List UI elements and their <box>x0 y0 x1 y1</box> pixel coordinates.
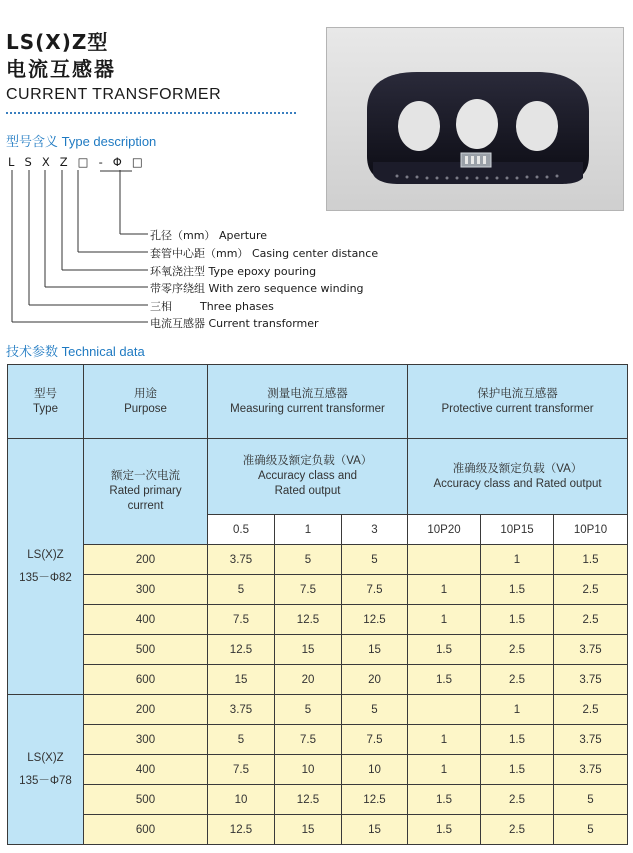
table-cell: 12.5 <box>275 605 342 635</box>
table-cell: 10 <box>275 755 342 785</box>
table-cell: 400 <box>84 755 208 785</box>
product-model: LS(X)Z型 <box>6 30 109 54</box>
table-cell: 20 <box>275 665 342 695</box>
table-cell: 300 <box>84 575 208 605</box>
table-row <box>8 545 628 575</box>
desc-item-three-phases: 三相 Three phases <box>150 300 274 313</box>
class-cell: 10P20 <box>408 515 481 545</box>
table-row <box>8 665 628 695</box>
product-name-cn: 电流互感器 <box>6 57 116 81</box>
table-cell: 500 <box>84 785 208 815</box>
table-cell: 500 <box>84 635 208 665</box>
table-cell: 5 <box>554 785 628 815</box>
table-cell: 2.5 <box>481 635 554 665</box>
table-cell: 300 <box>84 725 208 755</box>
model-cell: LS(X)Z 135－Φ82 <box>8 439 84 695</box>
table-row <box>8 575 628 605</box>
table-cell: 200 <box>84 695 208 725</box>
table-cell: 7.5 <box>342 575 408 605</box>
table-cell: 1.5 <box>481 575 554 605</box>
table-cell: 5 <box>208 575 275 605</box>
table-cell: 5 <box>275 545 342 575</box>
table-row <box>8 815 628 845</box>
table-row <box>8 635 628 665</box>
table-cell: 10 <box>208 785 275 815</box>
table-cell: 3.75 <box>208 545 275 575</box>
table-cell: 15 <box>275 815 342 845</box>
table-cell: 200 <box>84 545 208 575</box>
desc-item-zero-sequence: 带零序绕组 With zero sequence winding <box>150 282 364 295</box>
desc-item-casing-distance: 套管中心距（mm） Casing center distance <box>150 247 379 260</box>
class-cell: 0.5 <box>208 515 275 545</box>
class-cell: 10P10 <box>554 515 628 545</box>
table-cell: 1.5 <box>408 635 481 665</box>
table-row <box>8 755 628 785</box>
class-cell: 10P15 <box>481 515 554 545</box>
table-cell: 3.75 <box>554 665 628 695</box>
table-cell: 15 <box>342 635 408 665</box>
table-cell: 10 <box>342 755 408 785</box>
desc-item-current-transformer: 电流互感器 Current transformer <box>150 317 319 330</box>
table-cell: 15 <box>275 635 342 665</box>
accuracy-measuring-header: 准确级及额定负载（VA） Accuracy class and Rated output <box>208 439 408 515</box>
table-cell: 3.75 <box>554 725 628 755</box>
table-cell: 1.5 <box>481 755 554 785</box>
table-cell: 5 <box>554 815 628 845</box>
table-cell: 12.5 <box>275 785 342 815</box>
table-cell: 1.5 <box>481 725 554 755</box>
table-cell: 12.5 <box>342 605 408 635</box>
table-cell: 2.5 <box>554 575 628 605</box>
table-cell: 7.5 <box>275 575 342 605</box>
table-row <box>8 695 628 725</box>
table-cell: 5 <box>208 725 275 755</box>
table-cell: 2.5 <box>481 785 554 815</box>
model-code: L S X Z □ - Φ □ <box>8 155 146 169</box>
table-cell <box>408 545 481 575</box>
table-cell: 1 <box>408 755 481 785</box>
table-cell: 7.5 <box>275 725 342 755</box>
technical-data-title: 技术参数 Technical data <box>6 344 145 359</box>
table-cell: 5 <box>342 545 408 575</box>
table-cell: 1 <box>481 545 554 575</box>
table-cell: 2.5 <box>554 695 628 725</box>
table-cell: 1 <box>408 575 481 605</box>
model-cell: LS(X)Z 135－Φ78 <box>8 695 84 845</box>
table-subheader-row <box>8 439 628 515</box>
header-purpose: 用途 Purpose <box>84 365 208 439</box>
type-description-title: 型号含义 Type description <box>6 134 157 149</box>
table-cell: 12.5 <box>342 785 408 815</box>
table-cell: 1.5 <box>481 605 554 635</box>
table-header-row <box>8 365 628 439</box>
table-cell: 7.5 <box>208 755 275 785</box>
desc-item-aperture: 孔径（mm） Aperture <box>150 229 268 242</box>
class-cell: 1 <box>275 515 342 545</box>
table-cell: 600 <box>84 815 208 845</box>
table-cell: 600 <box>84 665 208 695</box>
table-cell: 20 <box>342 665 408 695</box>
table-cell: 15 <box>208 665 275 695</box>
table-cell: 2.5 <box>481 815 554 845</box>
product-name-en: CURRENT TRANSFORMER <box>6 86 222 103</box>
table-row <box>8 725 628 755</box>
table-cell: 12.5 <box>208 815 275 845</box>
table-cell: 5 <box>275 695 342 725</box>
table-cell: 1 <box>408 605 481 635</box>
table-cell: 1 <box>408 725 481 755</box>
table-cell: 7.5 <box>208 605 275 635</box>
table-cell: 2.5 <box>554 605 628 635</box>
table-cell: 1 <box>481 695 554 725</box>
rated-current-header: 额定一次电流 Rated primary current <box>84 439 208 545</box>
table-cell: 12.5 <box>208 635 275 665</box>
header-type: 型号 Type <box>8 365 84 439</box>
class-cell: 3 <box>342 515 408 545</box>
table-cell: 1.5 <box>554 545 628 575</box>
accuracy-protective-header: 准确级及额定负载（VA） Accuracy class and Rated output <box>408 439 628 515</box>
table-cell: 1.5 <box>408 815 481 845</box>
table-cell <box>408 695 481 725</box>
table-cell: 2.5 <box>481 665 554 695</box>
table-row <box>8 605 628 635</box>
header-measuring: 测量电流互感器 Measuring current transformer <box>208 365 408 439</box>
table-cell: 1.5 <box>408 785 481 815</box>
table-cell: 3.75 <box>208 695 275 725</box>
table-cell: 3.75 <box>554 755 628 785</box>
table-cell: 400 <box>84 605 208 635</box>
table-cell: 1.5 <box>408 665 481 695</box>
table-row <box>8 785 628 815</box>
technical-data-table <box>7 364 628 845</box>
table-cell: 15 <box>342 815 408 845</box>
desc-item-epoxy: 环氧浇注型 Type epoxy pouring <box>150 265 317 278</box>
table-cell: 7.5 <box>342 725 408 755</box>
header-protective: 保护电流互感器 Protective current transformer <box>408 365 628 439</box>
table-cell: 5 <box>342 695 408 725</box>
table-cell: 3.75 <box>554 635 628 665</box>
